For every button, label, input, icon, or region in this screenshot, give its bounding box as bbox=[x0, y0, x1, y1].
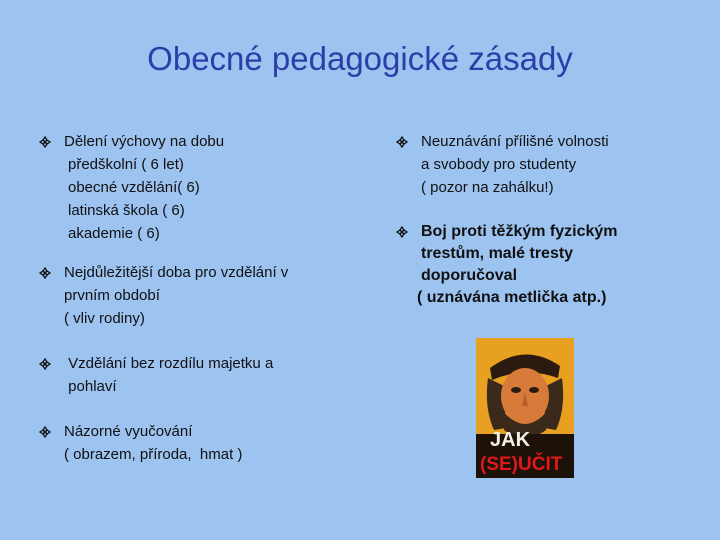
item-text: Neuznávání přílišné volnosti bbox=[421, 133, 609, 150]
sub-item: akademie ( 6) bbox=[68, 225, 160, 242]
item-text: Boj proti těžkým fyzickým bbox=[421, 223, 618, 240]
diamond-bullet-icon bbox=[38, 261, 52, 284]
diamond-bullet-icon bbox=[38, 352, 52, 375]
item-text: trestům, malé tresty bbox=[421, 245, 574, 262]
item-text: Dělení výchovy na dobu bbox=[64, 133, 225, 150]
item-text: prvním období bbox=[64, 287, 160, 304]
diamond-bullet-icon bbox=[395, 221, 409, 243]
diamond-bullet-icon bbox=[395, 130, 409, 153]
item-text: pohlaví bbox=[64, 378, 117, 395]
item-text: Vzdělání bez rozdílu majetku a bbox=[64, 355, 274, 372]
item-text: ( pozor na zahálku!) bbox=[421, 179, 554, 196]
comenius-portrait-image bbox=[476, 338, 574, 478]
left-column bbox=[38, 130, 368, 466]
diamond-bullet-icon bbox=[38, 420, 52, 443]
item-text: Nejdůležitější doba pro vzdělání v bbox=[64, 264, 289, 281]
list-item-3 bbox=[38, 352, 368, 398]
diamond-bullet-icon bbox=[38, 130, 52, 153]
list-item-5 bbox=[395, 130, 715, 199]
item-text: ( obrazem, příroda, hmat ) bbox=[64, 446, 243, 463]
sub-item: obecné vzdělání( 6) bbox=[68, 179, 200, 196]
right-column bbox=[395, 130, 715, 309]
list-item-1 bbox=[38, 130, 368, 245]
item-text: ( vliv rodiny) bbox=[64, 310, 145, 327]
sub-item: předškolní ( 6 let) bbox=[68, 156, 184, 173]
list-item-4 bbox=[38, 420, 368, 466]
slide-title: Obecné pedagogické zásady bbox=[147, 40, 573, 77]
portrait-caption-bottom: (SE)UČIT bbox=[480, 454, 563, 475]
item-text: Názorné vyučování bbox=[64, 423, 193, 440]
list-item-6 bbox=[395, 221, 715, 309]
sub-item: latinská škola ( 6) bbox=[68, 202, 185, 219]
portrait-caption-top: JAK bbox=[490, 429, 531, 451]
item-text: doporučoval bbox=[421, 267, 518, 284]
item-text: a svobody pro studenty bbox=[421, 156, 577, 173]
item-text: ( uznávána metlička atp.) bbox=[417, 289, 607, 306]
list-item-2 bbox=[38, 261, 368, 330]
